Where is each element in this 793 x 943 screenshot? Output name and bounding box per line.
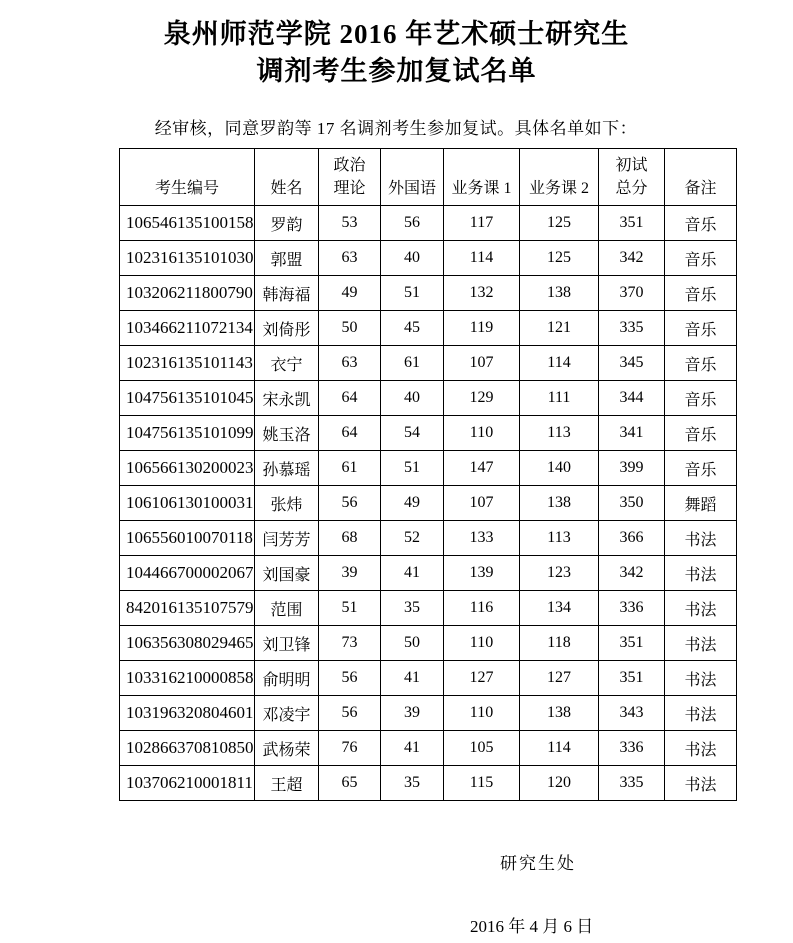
cell-course1: 110	[444, 416, 520, 451]
cell-remark: 书法	[665, 626, 737, 661]
table-row	[120, 381, 737, 416]
cell-foreign: 51	[381, 451, 444, 486]
cell-politics: 56	[319, 696, 381, 731]
cell-foreign: 54	[381, 416, 444, 451]
table-header-row	[120, 149, 737, 206]
column-header-remark	[665, 149, 737, 206]
column-header-line: 理论	[333, 180, 366, 197]
table-row	[120, 696, 737, 731]
cell-politics: 51	[319, 591, 381, 626]
cell-course2: 114	[520, 731, 599, 766]
cell-politics: 65	[319, 766, 381, 801]
cell-total: 350	[599, 486, 665, 521]
cell-name: 邓凌宇	[255, 696, 319, 731]
cell-course2: 134	[520, 591, 599, 626]
signature-department: 研究生处	[500, 854, 576, 873]
cell-foreign: 49	[381, 486, 444, 521]
cell-total: 370	[599, 276, 665, 311]
cell-name: 宋永凯	[255, 381, 319, 416]
cell-total: 344	[599, 381, 665, 416]
cell-name: 刘倚彤	[255, 311, 319, 346]
cell-name: 刘国豪	[255, 556, 319, 591]
intro-paragraph: 经审核，同意罗韵等 17 名调剂考生参加复试。具体名单如下：	[154, 119, 638, 138]
cell-total: 343	[599, 696, 665, 731]
cell-course1: 127	[444, 661, 520, 696]
cell-foreign: 56	[381, 206, 444, 241]
cell-id: 102866370810850	[120, 731, 255, 766]
cell-foreign: 35	[381, 591, 444, 626]
cell-remark: 音乐	[665, 311, 737, 346]
cell-total: 366	[599, 521, 665, 556]
cell-course2: 140	[520, 451, 599, 486]
cell-foreign: 41	[381, 661, 444, 696]
table-row	[120, 626, 737, 661]
cell-id: 104756135101099	[120, 416, 255, 451]
cell-name: 刘卫锋	[255, 626, 319, 661]
cell-id: 102316135101143	[120, 346, 255, 381]
cell-foreign: 50	[381, 626, 444, 661]
cell-id: 106546135100158	[120, 206, 255, 241]
column-header-course2	[520, 149, 599, 206]
cell-id: 106556010070118	[120, 521, 255, 556]
table-body	[120, 206, 737, 801]
cell-course1: 107	[444, 486, 520, 521]
cell-course1: 147	[444, 451, 520, 486]
cell-course1: 115	[444, 766, 520, 801]
cell-course1: 110	[444, 696, 520, 731]
cell-course2: 125	[520, 241, 599, 276]
table-row	[120, 486, 737, 521]
cell-politics: 63	[319, 346, 381, 381]
cell-id: 104756135101045	[120, 381, 255, 416]
cell-id: 106566130200023	[120, 451, 255, 486]
cell-name: 衣宁	[255, 346, 319, 381]
column-header-total	[599, 149, 665, 206]
cell-remark: 音乐	[665, 346, 737, 381]
cell-course1: 139	[444, 556, 520, 591]
cell-total: 335	[599, 766, 665, 801]
table-row	[120, 416, 737, 451]
column-header-line: 备注	[684, 180, 717, 197]
table-row	[120, 241, 737, 276]
table-row	[120, 311, 737, 346]
cell-total: 341	[599, 416, 665, 451]
column-header-line: 业务课 1	[451, 180, 512, 197]
cell-id: 103206211800790	[120, 276, 255, 311]
cell-politics: 64	[319, 416, 381, 451]
cell-remark: 音乐	[665, 451, 737, 486]
cell-course2: 123	[520, 556, 599, 591]
cell-total: 345	[599, 346, 665, 381]
cell-course2: 138	[520, 276, 599, 311]
cell-foreign: 41	[381, 556, 444, 591]
column-header-line: 姓名	[270, 180, 303, 197]
cell-total: 336	[599, 731, 665, 766]
cell-course1: 117	[444, 206, 520, 241]
table-row	[120, 556, 737, 591]
cell-politics: 49	[319, 276, 381, 311]
cell-course1: 107	[444, 346, 520, 381]
table-row	[120, 766, 737, 801]
cell-name: 王超	[255, 766, 319, 801]
cell-remark: 书法	[665, 696, 737, 731]
cell-politics: 50	[319, 311, 381, 346]
cell-name: 武杨荣	[255, 731, 319, 766]
cell-course2: 111	[520, 381, 599, 416]
title-line-2: 调剂考生参加复试名单	[256, 56, 537, 86]
cell-course2: 125	[520, 206, 599, 241]
cell-total: 351	[599, 661, 665, 696]
cell-politics: 53	[319, 206, 381, 241]
cell-foreign: 41	[381, 731, 444, 766]
cell-remark: 书法	[665, 591, 737, 626]
table-row	[120, 346, 737, 381]
table-row	[120, 591, 737, 626]
cell-remark: 音乐	[665, 416, 737, 451]
cell-remark: 书法	[665, 766, 737, 801]
cell-course1: 119	[444, 311, 520, 346]
cell-total: 351	[599, 206, 665, 241]
title-line-1: 泉州师范学院 2016 年艺术硕士研究生	[163, 19, 630, 49]
cell-politics: 76	[319, 731, 381, 766]
cell-name: 郭盟	[255, 241, 319, 276]
cell-remark: 音乐	[665, 206, 737, 241]
column-header-name	[255, 149, 319, 206]
cell-course1: 129	[444, 381, 520, 416]
cell-course2: 118	[520, 626, 599, 661]
column-header-id	[120, 149, 255, 206]
column-header-line: 初试	[615, 157, 648, 174]
column-header-line: 考生编号	[154, 180, 219, 197]
cell-course1: 133	[444, 521, 520, 556]
cell-course2: 138	[520, 696, 599, 731]
cell-total: 351	[599, 626, 665, 661]
cell-politics: 63	[319, 241, 381, 276]
cell-total: 336	[599, 591, 665, 626]
cell-name: 俞明明	[255, 661, 319, 696]
column-header-line: 总分	[615, 180, 648, 197]
cell-total: 335	[599, 311, 665, 346]
cell-id: 104466700002067	[120, 556, 255, 591]
cell-course2: 113	[520, 416, 599, 451]
cell-course2: 127	[520, 661, 599, 696]
cell-remark: 音乐	[665, 241, 737, 276]
cell-course2: 138	[520, 486, 599, 521]
cell-remark: 书法	[665, 731, 737, 766]
cell-foreign: 52	[381, 521, 444, 556]
table-row	[120, 451, 737, 486]
cell-id: 106106130100031	[120, 486, 255, 521]
cell-foreign: 40	[381, 381, 444, 416]
cell-course1: 110	[444, 626, 520, 661]
cell-remark: 书法	[665, 661, 737, 696]
cell-course1: 105	[444, 731, 520, 766]
table-row	[120, 661, 737, 696]
cell-course1: 132	[444, 276, 520, 311]
cell-remark: 舞蹈	[665, 486, 737, 521]
cell-name: 韩海福	[255, 276, 319, 311]
cell-course2: 114	[520, 346, 599, 381]
column-header-course1	[444, 149, 520, 206]
cell-course2: 121	[520, 311, 599, 346]
cell-foreign: 35	[381, 766, 444, 801]
cell-politics: 61	[319, 451, 381, 486]
cell-remark: 书法	[665, 556, 737, 591]
cell-name: 范围	[255, 591, 319, 626]
cell-name: 罗韵	[255, 206, 319, 241]
cell-remark: 音乐	[665, 276, 737, 311]
cell-id: 103466211072134	[120, 311, 255, 346]
document-title	[0, 0, 793, 90]
cell-remark: 音乐	[665, 381, 737, 416]
cell-politics: 39	[319, 556, 381, 591]
cell-id: 103316210000858	[120, 661, 255, 696]
cell-total: 342	[599, 241, 665, 276]
cell-politics: 56	[319, 486, 381, 521]
cell-foreign: 39	[381, 696, 444, 731]
cell-name: 姚玉洛	[255, 416, 319, 451]
cell-name: 张炜	[255, 486, 319, 521]
cell-politics: 56	[319, 661, 381, 696]
cell-name: 闫芳芳	[255, 521, 319, 556]
cell-foreign: 45	[381, 311, 444, 346]
cell-name: 孙慕瑶	[255, 451, 319, 486]
table-row	[120, 276, 737, 311]
column-header-line: 业务课 2	[528, 180, 589, 197]
cell-foreign: 61	[381, 346, 444, 381]
cell-politics: 64	[319, 381, 381, 416]
cell-id: 102316135101030	[120, 241, 255, 276]
cell-politics: 73	[319, 626, 381, 661]
table-row	[120, 521, 737, 556]
cell-politics: 68	[319, 521, 381, 556]
document-date: 2016 年 4 月 6 日	[470, 917, 594, 936]
cell-course2: 113	[520, 521, 599, 556]
column-header-foreign	[381, 149, 444, 206]
cell-total: 342	[599, 556, 665, 591]
cell-remark: 书法	[665, 521, 737, 556]
cell-total: 399	[599, 451, 665, 486]
cell-id: 842016135107579	[120, 591, 255, 626]
cell-course1: 114	[444, 241, 520, 276]
cell-course2: 120	[520, 766, 599, 801]
column-header-line: 外国语	[387, 180, 436, 197]
cell-id: 103196320804601	[120, 696, 255, 731]
cell-foreign: 40	[381, 241, 444, 276]
table-row	[120, 206, 737, 241]
column-header-line: 政治	[333, 157, 366, 174]
cell-id: 103706210001811	[120, 766, 255, 801]
cell-id: 106356308029465	[120, 626, 255, 661]
cell-foreign: 51	[381, 276, 444, 311]
column-header-politics	[319, 149, 381, 206]
score-table	[119, 148, 737, 801]
cell-course1: 116	[444, 591, 520, 626]
table-row	[120, 731, 737, 766]
